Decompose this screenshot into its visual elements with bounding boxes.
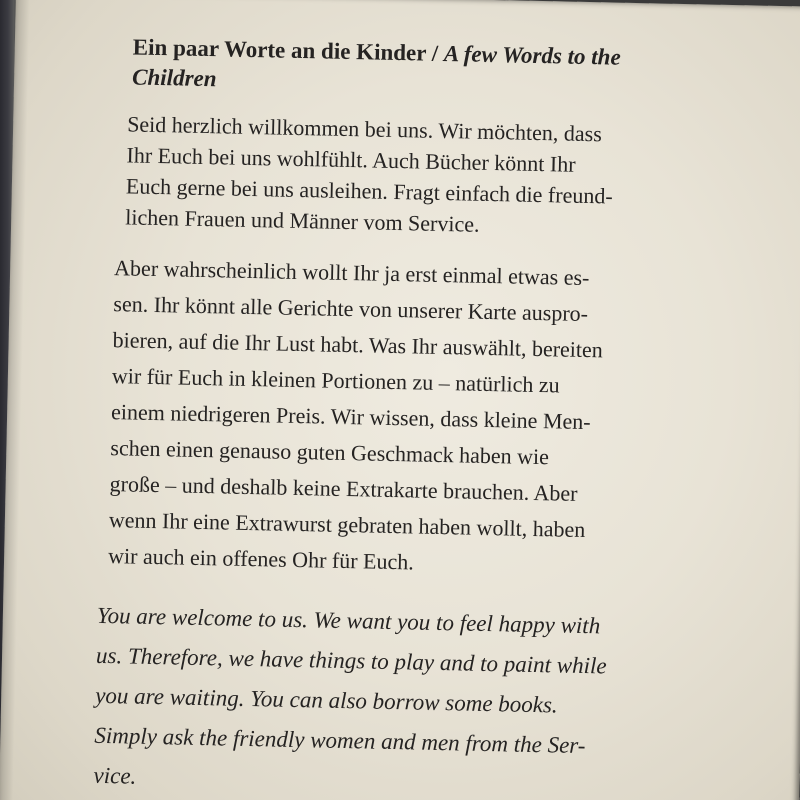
page-heading bbox=[132, 32, 653, 103]
text-line: Euch gerne bei uns ausleihen. Fragt einfach die freund- bbox=[125, 173, 613, 209]
text-line: Simply ask the friendly women and men from the Ser- bbox=[94, 722, 586, 759]
heading-english: A few Words to the Children bbox=[131, 40, 621, 92]
text-line: you are waiting. You can also borrow some books. bbox=[94, 682, 558, 718]
text-line: wenn Ihr eine Extrawurst gebraten haben wollt, haben bbox=[108, 507, 586, 543]
text-line: einem niedrigeren Preis. Wir wissen, dass kleine Men- bbox=[110, 399, 591, 435]
paragraph-english-welcome bbox=[93, 596, 737, 800]
heading-german: Ein paar Worte an die Kinder bbox=[132, 34, 427, 66]
text-line: sen. Ihr könnt alle Gerichte von unserer Karte auspro- bbox=[113, 291, 589, 327]
text-line: große – und deshalb keine Extrakarte brauchen. Aber bbox=[109, 471, 578, 506]
paragraph-german-welcome bbox=[125, 108, 699, 244]
paragraph-german-food bbox=[108, 250, 715, 586]
text-line: vice. bbox=[93, 762, 137, 789]
text-line: Seid herzlich willkommen bei uns. Wir möchten, dass bbox=[126, 111, 603, 147]
text-line: bieren, auf die Ihr Lust habt. Was Ihr auswählt, bereiten bbox=[112, 327, 604, 363]
text-line: You are welcome to us. We want you to feel happy with bbox=[96, 602, 601, 639]
page-content bbox=[93, 32, 735, 800]
heading-separator: / bbox=[425, 40, 445, 66]
text-line: wir auch ein offenes Ohr für Euch. bbox=[107, 543, 415, 575]
text-line: wir für Euch in kleinen Portionen zu – natürlich zu bbox=[111, 363, 560, 398]
text-line: Aber wahrscheinlich wollt Ihr ja erst einmal etwas es- bbox=[113, 255, 590, 291]
text-line: us. Therefore, we have things to play and to paint while bbox=[95, 642, 607, 679]
text-line: Ihr Euch bei uns wohlfühlt. Auch Bücher könnt Ihr bbox=[126, 142, 576, 177]
text-line: schen einen genauso guten Geschmack haben wie bbox=[110, 435, 550, 470]
text-line: lichen Frauen und Männer vom Service. bbox=[125, 204, 480, 237]
